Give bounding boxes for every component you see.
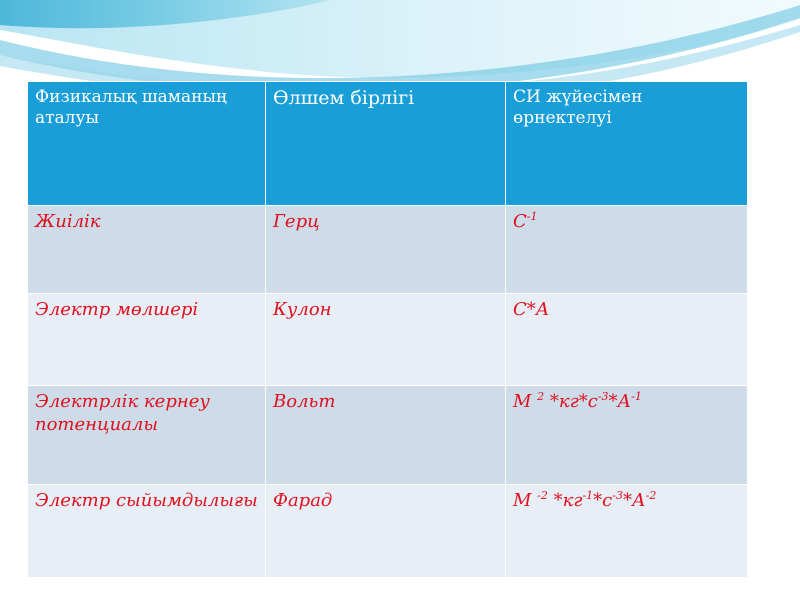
header-quantity-name: Физикалық шаманың аталуы [28,82,266,206]
si-exponent: -3 [597,390,609,403]
table-header-row [28,82,748,206]
si-cell [506,206,748,294]
unit-cell: Герц [266,206,506,294]
header-si-expression: СИ жүйесімен өрнектелуі [506,82,748,206]
si-text: *А [608,391,632,412]
quantity-cell: Электрлік кернеу потенциалы [28,386,266,485]
si-cell [506,485,748,578]
quantity-cell: Жиілік [28,206,266,294]
header-unit: Өлшем бірлігі [266,82,506,206]
table-row [28,386,748,485]
si-text: М [513,490,538,511]
si-text: *А [622,490,646,511]
si-text: *кг*с [544,391,598,412]
si-exponent: -1 [526,210,538,223]
units-table-container [27,81,747,577]
si-exponent: 2 [537,390,545,403]
unit-cell: Фарад [266,485,506,578]
table-row [28,206,748,294]
table-row [28,294,748,386]
quantity-cell: Электр сыйымдылығы [28,485,266,578]
si-cell [506,386,748,485]
si-text: *кг [547,490,583,511]
si-exponent: -2 [537,489,548,502]
quantity-cell: Электр мөлшері [28,294,266,386]
unit-cell: Кулон [266,294,506,386]
si-exponent: -3 [612,489,623,502]
si-cell [506,294,748,386]
table-row [28,485,748,578]
si-exponent: -2 [645,489,657,502]
si-exponent: -1 [631,390,642,403]
unit-cell: Вольт [266,386,506,485]
si-text: *с [593,490,613,511]
si-text: М [513,391,538,412]
si-text: С [513,211,527,232]
si-text: С*А [513,299,550,320]
si-exponent: -1 [582,489,594,502]
units-table [27,81,748,578]
